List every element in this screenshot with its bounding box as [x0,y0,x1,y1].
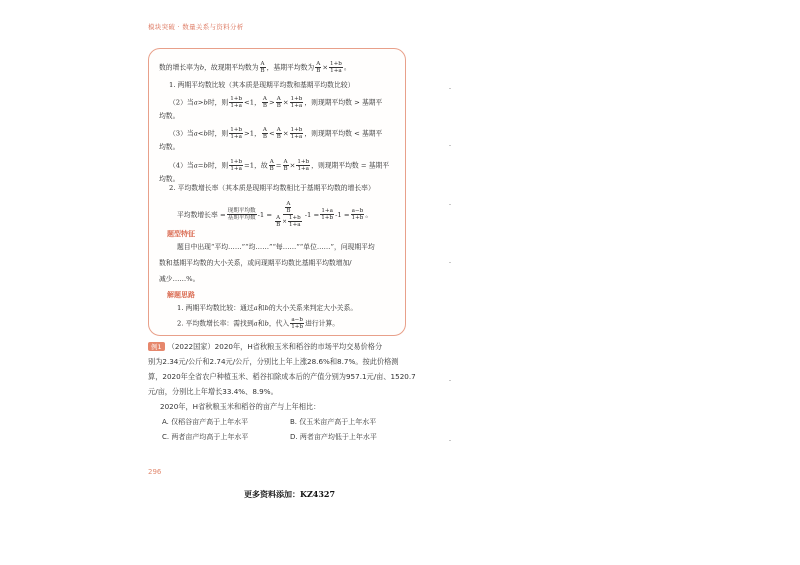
fraction-A-over-B [276,96,282,109]
text: ，代入 [268,319,290,328]
numerator: A [262,96,267,102]
question-line-2: 别为2.34元/公斤和2.74元/公斤，分别比上年上涨28.6%和8.7%。按此价格测 [148,357,399,366]
text: -1 = [257,210,273,219]
numerator: 1+b [290,96,303,102]
text: 。 [365,210,373,219]
denominator: 1+b [351,215,364,221]
denominator: 1+a [230,103,242,109]
numerator: A [276,127,281,133]
denominator: B [276,134,281,140]
fraction-growth [296,159,310,172]
case-4-cont: 均数。 [159,175,180,183]
text: 。 [343,63,351,72]
text: 和 [257,319,265,328]
denominator: B [276,222,281,228]
numerator: A [283,159,288,165]
margin-mark [449,380,451,381]
denominator: 1+a [290,103,303,109]
features-line-1: 题目中出现“平均……”“均……”“每……”“单位……”，问现期平均 [177,243,375,251]
fraction-current-over-base [227,208,257,221]
question-line-1 [148,342,382,352]
fraction-A-over-B [285,201,291,214]
fraction-A-over-B [275,215,281,228]
case-2-cont: 均数。 [159,112,180,120]
idea-1 [177,304,357,312]
times-sign: × [282,98,289,107]
denominator: B [269,166,274,172]
condition: a>b [193,98,208,107]
denominator: 1+a [230,134,242,140]
ideas-title: 解题思路 [167,291,195,299]
fraction-A-over-B [262,127,268,140]
denominator: 1+a [230,166,242,172]
times-sign: × [282,129,289,138]
numerator: 1+a [321,208,333,214]
text: 进行计算。 [305,319,340,328]
lt-sign: < [269,129,275,138]
numerator: a−b [351,208,364,214]
text: 数的增长率为 [159,63,200,72]
question-stem: 2020年，H省秋粮玉米和稻谷的亩产与上年相比： [160,402,321,411]
margin-mark [449,204,451,205]
numerator: 1+b [230,159,243,165]
intro-line [159,61,351,74]
compound-fraction [273,201,304,228]
margin-mark [449,262,451,263]
option-d[interactable]: D. 两者亩产均低于上年水平 [290,433,377,441]
margin-mark [449,145,451,146]
numerator: A [276,215,281,221]
denominator: B [276,103,281,109]
case-3-line [169,127,382,140]
text: ，则现期平均数 = 基期平 [311,161,390,170]
case-4-line [169,159,389,172]
fraction-A-over-B [283,159,289,172]
fraction-A-over-B [260,61,266,74]
numerator: 1+b [288,215,301,221]
numerator: A [260,61,265,67]
idea-2 [177,317,339,330]
denominator: B [262,103,267,109]
text: -1 = [335,210,350,219]
denominator: 基期平均数 [227,215,256,221]
method-box [148,48,406,336]
case-2-line [169,96,382,109]
fraction-A-over-B [276,127,282,140]
denominator: B [286,208,291,214]
numerator: A [286,201,291,207]
numerator: A [269,159,274,165]
text: ，故现期平均数为 [204,63,259,72]
option-a[interactable]: A. 仅稻谷亩产高于上年水平 [162,418,249,426]
example-badge: 例1 [148,342,165,351]
fraction-growth [290,127,304,140]
fraction-growth [290,96,304,109]
numerator: A [276,96,281,102]
option-b[interactable]: B. 仅玉米亩产高于上年水平 [290,418,377,426]
page-number: 296 [148,468,162,476]
numerator: a−b [291,317,303,323]
text: ，则现期平均数 < 基期平 [304,129,383,138]
text: 的大小关系来判定大小关系。 [268,304,358,312]
fraction-growth [288,215,302,228]
text: ，基期平均数为 [266,63,315,72]
numerator: A [262,127,267,133]
var-b: b [264,319,269,328]
text: （2022国家）2020年，H省秋粮玉米和稻谷的市场平均交易价格分 [167,342,383,351]
case-3-cont: 均数。 [159,143,180,151]
numerator [283,201,293,215]
text: -1 = [304,210,320,219]
numerator: 1+b [230,96,243,102]
question-line-4: 元/亩，分别比上年增长33.4%、8.9%。 [148,387,278,396]
numerator: 1+b [297,159,310,165]
fraction-growth [229,127,243,140]
text: >1， [244,129,261,138]
numerator: 现期平均数 [227,208,256,214]
text: ，则现期平均数 > 基期平 [304,98,383,107]
denominator: B [283,166,288,172]
var-b: b [264,304,269,312]
text: 2. 平均数增长率：需找到 [177,319,254,328]
text: （2）当 [169,98,194,107]
times-sign: × [289,161,296,170]
margin-mark [449,440,451,441]
growth-formula [177,201,372,228]
fraction-growth [229,159,243,172]
text: 平均数增长率 = [177,210,226,219]
denominator: 1+b [321,215,334,221]
fraction-inverse-growth [320,208,334,221]
condition: a<b [193,129,208,138]
denominator [273,215,304,228]
features-title: 题型特征 [167,230,195,238]
fraction-result [351,208,365,221]
fraction-result [290,317,304,330]
fraction-A-over-B [262,96,268,109]
text: <1， [244,98,261,107]
denominator: 1+b [291,324,304,330]
option-c[interactable]: C. 两者亩产均高于上年水平 [162,433,249,441]
times-sign: × [322,63,329,72]
gt-sign: > [269,98,275,107]
denominator: 1+a [290,134,303,140]
numerator: A [316,61,321,67]
features-line-3: 减少……%。 [159,275,200,283]
text: 时，则 [207,129,229,138]
fraction-growth [229,96,243,109]
text: 1. 两期平均数比较：通过 [177,304,254,312]
section-2-title: 2. 平均数增长率（其本质是现期平均数相比于基期平均数的增长率） [169,184,375,192]
text: 和 [257,304,265,312]
denominator: 1+a [330,68,342,74]
running-header: 模块突破 · 数量关系与资料分析 [148,23,244,31]
denominator: 1+a [297,166,310,172]
denominator: B [316,68,321,74]
text: =1，故 [244,161,268,170]
text: 时，则 [207,98,229,107]
times-sign: × [282,219,287,225]
question-line-3: 算，2020年全省农户种植玉米、稻谷扣除成本后的产值分别为957.1元/亩、1520.7 [148,372,416,381]
condition: a=b [193,161,208,170]
var-a: a [253,304,258,312]
denominator: B [262,134,267,140]
denominator: 1+a [289,222,301,228]
fraction-A-over-B [315,61,321,74]
var-b: b [199,63,205,72]
section-1-title: 1. 两期平均数比较（其本质是现期平均数和基期平均数比较） [169,81,355,89]
fraction-growth [329,61,343,74]
denominator: B [260,68,265,74]
text: 时，则 [207,161,229,170]
footer-note: 更多资料添加：KZ4327 [244,489,336,499]
fraction-A-over-B [269,159,275,172]
numerator: 1+b [290,127,303,133]
text: （3）当 [169,129,194,138]
var-a: a [253,319,258,328]
margin-mark [449,88,451,89]
numerator: 1+b [230,127,243,133]
features-line-2: 数和基期平均数的大小关系，或问现期平均数比基期平均数增加/ [159,259,352,267]
text: （4）当 [169,161,194,170]
eq-sign: = [275,161,282,170]
numerator: 1+b [330,61,342,67]
